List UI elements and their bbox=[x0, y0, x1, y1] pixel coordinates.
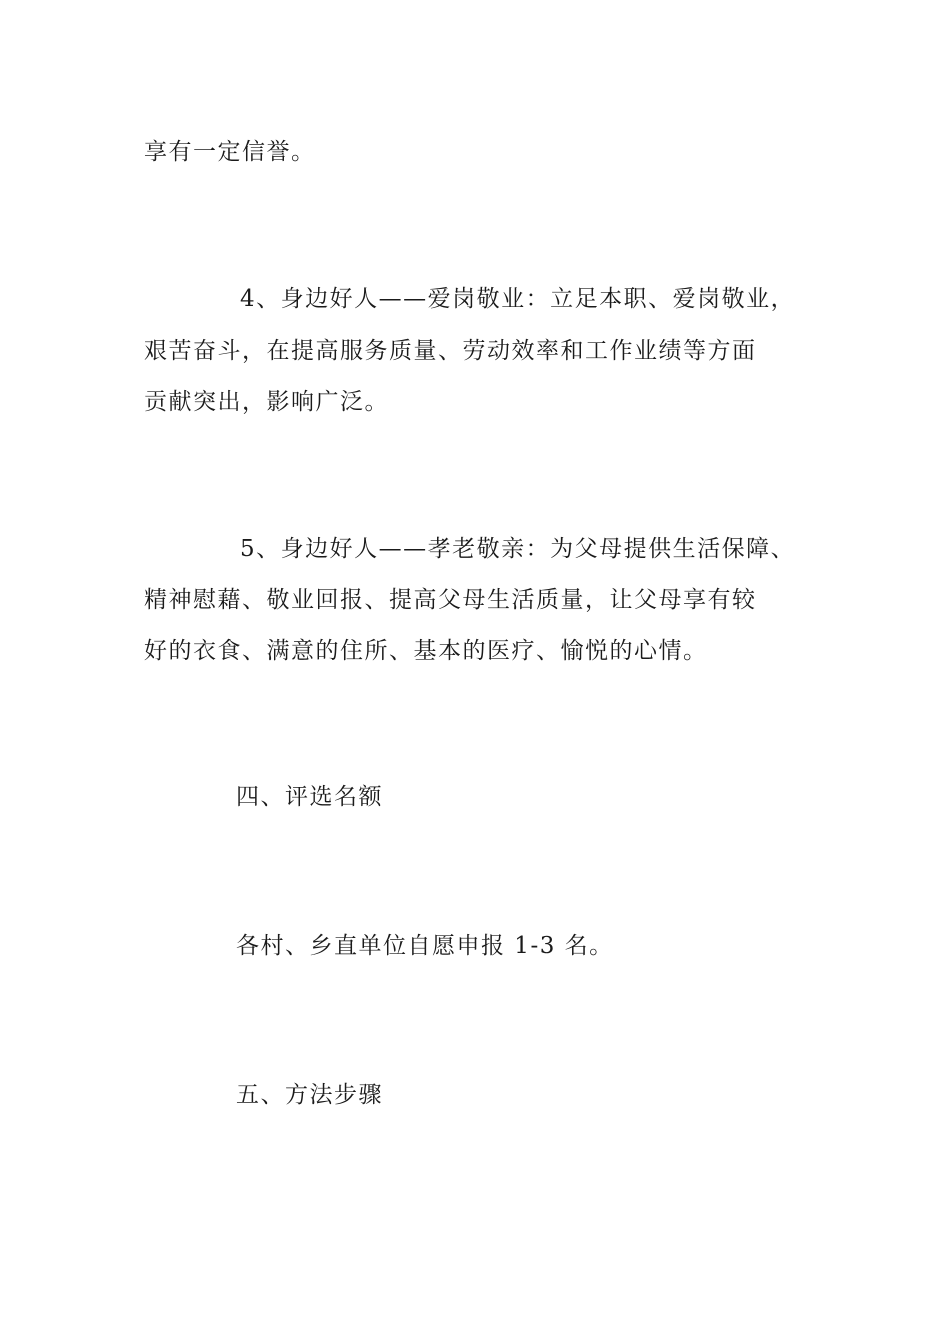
paragraph-item-5-line-3: 好的衣食、满意的住所、基本的医疗、愉悦的心情。 bbox=[144, 638, 708, 664]
paragraph-item-4-line-3: 贡献突出，影响广泛。 bbox=[144, 389, 389, 415]
section-heading-steps: 五、方法步骤 bbox=[236, 1082, 383, 1108]
paragraph-item-4-line-2: 艰苦奋斗，在提高服务质量、劳动效率和工作业绩等方面 bbox=[144, 338, 757, 364]
paragraph-item-5-line-2: 精神慰藉、敬业回报、提高父母生活质量，让父母享有较 bbox=[144, 587, 757, 613]
section-heading-quota: 四、评选名额 bbox=[236, 784, 383, 810]
paragraph-item-5-line-1: 5、身边好人——孝老敬亲：为父母提供生活保障、 bbox=[240, 536, 796, 562]
paragraph-item-4-line-1: 4、身边好人——爱岗敬业：立足本职、爱岗敬业， bbox=[240, 286, 796, 312]
paragraph-line-continuation: 享有一定信誉。 bbox=[144, 139, 316, 165]
paragraph-quota: 各村、乡直单位自愿申报 1-3 名。 bbox=[236, 933, 614, 959]
